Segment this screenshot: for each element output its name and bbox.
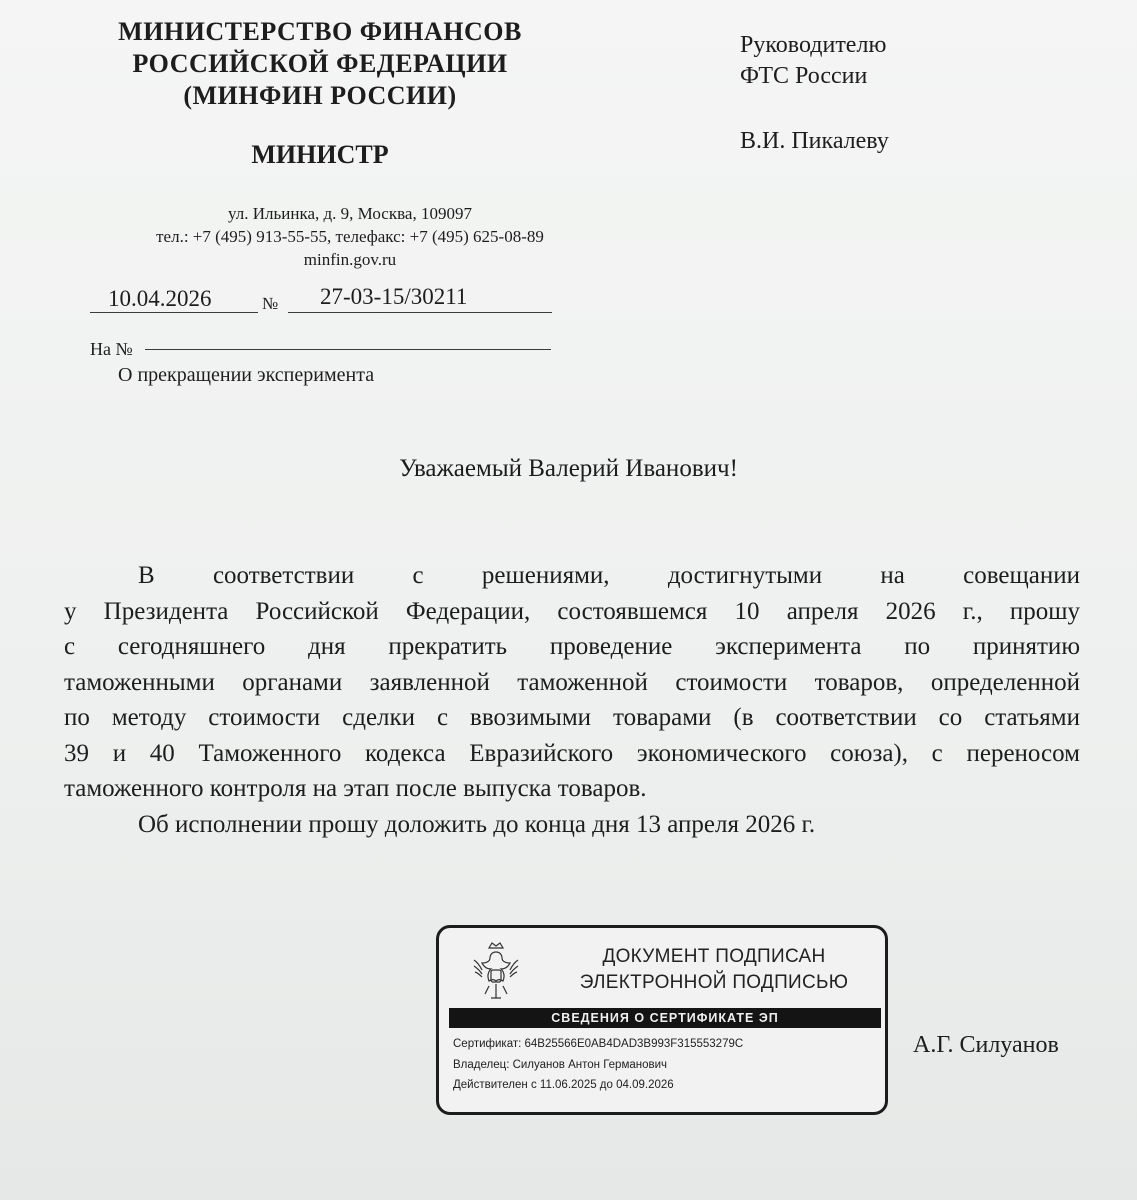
signer-name: А.Г. Силуанов <box>913 1032 1059 1058</box>
date-underline <box>90 312 258 313</box>
body-line: таможенными органами заявленной таможенной стоимости товаров, определенной <box>64 668 1080 696</box>
certificate-header-bar: СВЕДЕНИЯ О СЕРТИФИКАТЕ ЭП <box>449 1008 881 1028</box>
org-name-line1: МИНИСТЕРСТВО ФИНАНСОВ <box>118 17 522 46</box>
letter-body <box>64 558 1080 842</box>
recipient-org: ФТС России <box>740 63 868 89</box>
certificate-owner: Владелец: Силуанов Антон Германович <box>453 1059 668 1071</box>
certificate-id: Сертификат: 64B25566E0AB4DAD3B993F315553279C <box>453 1038 744 1050</box>
number-underline <box>288 312 552 313</box>
stamp-title-line1: ДОКУМЕНТ ПОДПИСАН <box>602 946 826 967</box>
electronic-signature-stamp <box>436 925 888 1115</box>
org-name-line3: (МИНФИН РОССИИ) <box>183 81 457 110</box>
document-date: 10.04.2026 <box>108 286 212 311</box>
certificate-validity: Действителен с 11.06.2025 до 04.09.2026 <box>453 1079 674 1091</box>
body-line: таможенного контроля на этап после выпуска товаров. <box>64 775 647 802</box>
body-line: с сегодняшнего дня прекратить проведение эксперимента по принятию <box>64 633 1080 660</box>
sender-address: ул. Ильинка, д. 9, Москва, 109097 <box>228 204 472 223</box>
document-number: 27-03-15/30211 <box>320 284 468 309</box>
coat-of-arms-emblem <box>469 940 523 1006</box>
body-line: В соответствии с решениями, достигнутыми на совещании <box>138 562 1080 589</box>
recipient-name: В.И. Пикалеву <box>740 128 889 154</box>
body-line: у Президента Российской Федерации, состоявшемся 10 апреля 2026 г., прошу <box>64 597 1080 625</box>
number-sign: № <box>262 294 279 313</box>
salutation: Уважаемый Валерий Иванович! <box>399 455 738 482</box>
sender-phones: тел.: +7 (495) 913-55-55, телефакс: +7 (495) 625-08-89 <box>156 227 544 246</box>
org-name-line2: РОССИЙСКОЙ ФЕДЕРАЦИИ <box>132 49 508 78</box>
letter-subject: О прекращении эксперимента <box>118 364 375 386</box>
reply-to-underline <box>145 349 551 350</box>
stamp-title-line2: ЭЛЕКТРОННОЙ ПОДПИСЬЮ <box>579 972 849 993</box>
reply-to-label: На № <box>90 339 133 359</box>
sender-website: minfin.gov.ru <box>303 250 397 269</box>
body-paragraph-2: Об исполнении прошу доложить до конца дня 13 апреля 2026 г. <box>138 810 816 838</box>
body-line: 39 и 40 Таможенного кодекса Евразийского экономического союза), с переносом <box>64 739 1080 767</box>
sender-position: МИНИСТР <box>251 140 389 169</box>
body-line: по методу стоимости сделки с ввозимыми товарами (в соответствии со статьями <box>64 704 1080 731</box>
recipient-title: Руководителю <box>740 32 887 58</box>
